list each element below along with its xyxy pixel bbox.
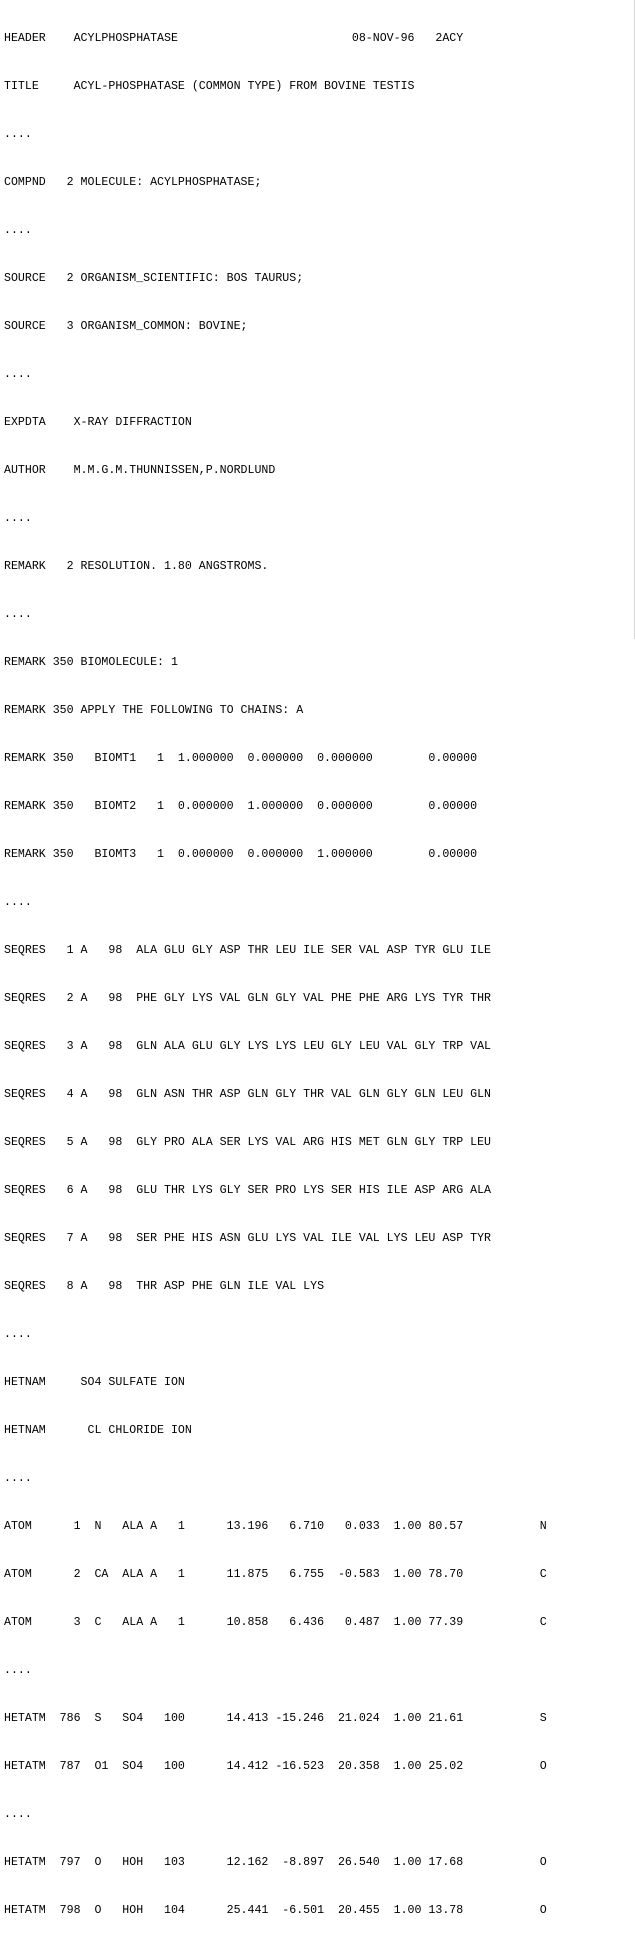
seqres-record: SEQRES 2 A 98 PHE GLY LYS VAL GLN GLY VAL PHE PHE ARG LYS TYR THR (4, 992, 492, 1005)
seqres-record: SEQRES 1 A 98 ALA GLU GLY ASP THR LEU ILE SER VAL ASP TYR GLU ILE (4, 944, 492, 957)
pdb-text-block (4, 0, 547, 1951)
seqres-record: SEQRES 6 A 98 GLU THR LYS GLY SER PRO LYS SER HIS ILE ASP ARG ALA (4, 1184, 492, 1197)
hetatm-record: HETATM 787 O1 SO4 100 14.412 -16.523 20.358 1.00 25.02 O (4, 1760, 547, 1773)
ellipsis-line: .... (4, 1328, 32, 1341)
ellipsis-line: .... (4, 224, 32, 237)
atom-record: ATOM 3 C ALA A 1 10.858 6.436 0.487 1.00 77.39 C (4, 1616, 547, 1629)
atom-record: ATOM 2 CA ALA A 1 11.875 6.755 -0.583 1.00 78.70 C (4, 1568, 547, 1581)
remark-record: REMARK 2 RESOLUTION. 1.80 ANGSTROMS. (4, 560, 269, 573)
header-record: HEADER ACYLPHOSPHATASE 08-NOV-96 2ACY (4, 32, 464, 45)
hetnam-record: HETNAM SO4 SULFATE ION (4, 1376, 185, 1389)
author-record: AUTHOR M.M.G.M.THUNNISSEN,P.NORDLUND (4, 464, 276, 477)
ellipsis-line: .... (4, 512, 32, 525)
seqres-record: SEQRES 8 A 98 THR ASP PHE GLN ILE VAL LYS (4, 1280, 325, 1293)
remark-biomt-record: REMARK 350 BIOMT3 1 0.000000 0.000000 1.000000 0.00000 (4, 848, 478, 861)
atom-record: ATOM 1 N ALA A 1 13.196 6.710 0.033 1.00 80.57 N (4, 1520, 547, 1533)
ellipsis-line: .... (4, 896, 32, 909)
ellipsis-line: .... (4, 368, 32, 381)
remark-biomt-record: REMARK 350 BIOMT2 1 0.000000 1.000000 0.000000 0.00000 (4, 800, 478, 813)
ellipsis-line: .... (4, 1664, 32, 1677)
hetatm-record: HETATM 786 S SO4 100 14.413 -15.246 21.024 1.00 21.61 S (4, 1712, 547, 1725)
hetnam-record: HETNAM CL CHLORIDE ION (4, 1424, 192, 1437)
source-record: SOURCE 3 ORGANISM_COMMON: BOVINE; (4, 320, 248, 333)
remark-biomt-record: REMARK 350 BIOMT1 1 1.000000 0.000000 0.000000 0.00000 (4, 752, 478, 765)
title-record: TITLE ACYL-PHOSPHATASE (COMMON TYPE) FROM BOVINE TESTIS (4, 80, 415, 93)
compnd-record: COMPND 2 MOLECULE: ACYLPHOSPHATASE; (4, 176, 262, 189)
remark-record: REMARK 350 BIOMOLECULE: 1 (4, 656, 178, 669)
ellipsis-line: .... (4, 128, 32, 141)
seqres-record: SEQRES 5 A 98 GLY PRO ALA SER LYS VAL ARG HIS MET GLN GLY TRP LEU (4, 1136, 492, 1149)
ellipsis-line: .... (4, 1808, 32, 1821)
ellipsis-line: .... (4, 1472, 32, 1485)
hetatm-record: HETATM 797 O HOH 103 12.162 -8.897 26.540 1.00 17.68 O (4, 1856, 547, 1869)
expdta-record: EXPDTA X-RAY DIFFRACTION (4, 416, 192, 429)
seqres-record: SEQRES 4 A 98 GLN ASN THR ASP GLN GLY THR VAL GLN GLY GLN LEU GLN (4, 1088, 492, 1101)
remark-record: REMARK 350 APPLY THE FOLLOWING TO CHAINS: A (4, 704, 304, 717)
source-record: SOURCE 2 ORGANISM_SCIENTIFIC: BOS TAURUS; (4, 272, 304, 285)
hetatm-record: HETATM 798 O HOH 104 25.441 -6.501 20.455 1.00 13.78 O (4, 1904, 547, 1917)
seqres-record: SEQRES 7 A 98 SER PHE HIS ASN GLU LYS VAL ILE VAL LYS LEU ASP TYR (4, 1232, 492, 1245)
seqres-record: SEQRES 3 A 98 GLN ALA GLU GLY LYS LYS LEU GLY LEU VAL GLY TRP VAL (4, 1040, 492, 1053)
ellipsis-line: .... (4, 608, 32, 621)
